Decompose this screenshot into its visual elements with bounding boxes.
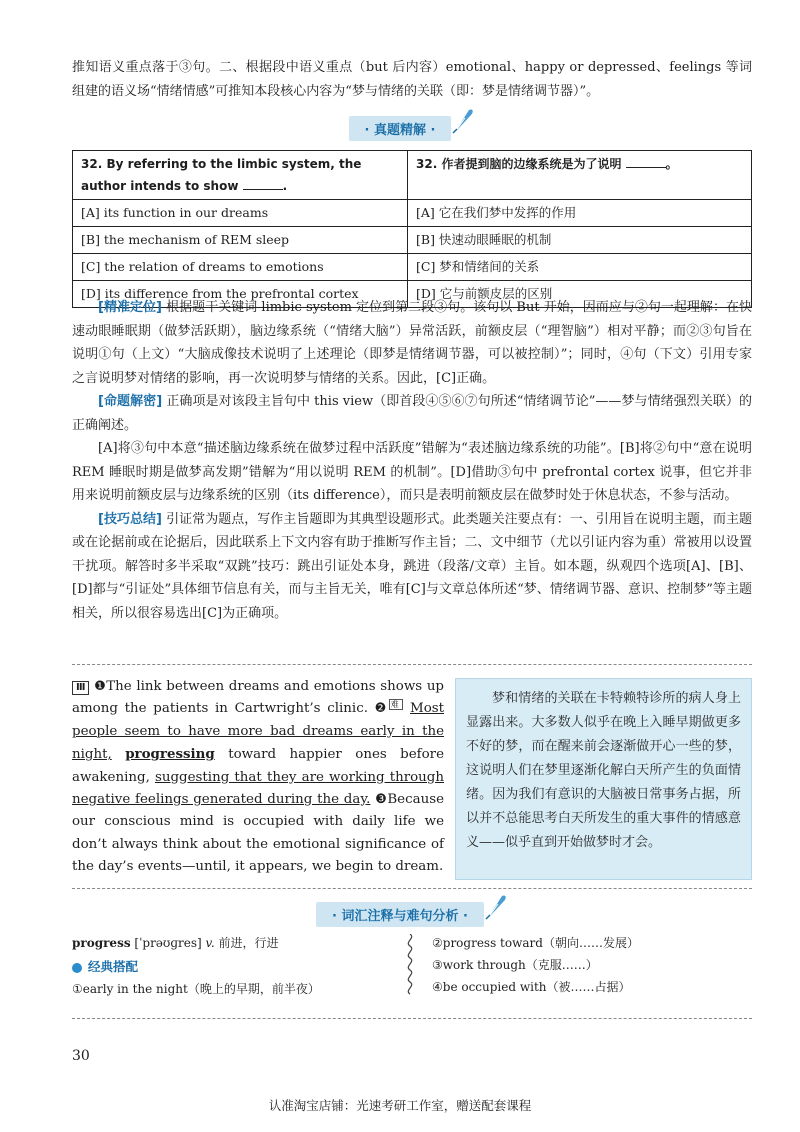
section-divider: [72, 664, 752, 665]
bullet-icon: [72, 963, 82, 973]
option-row-c: [73, 254, 752, 281]
vocab-banner: · 词汇注释与难句分析 ·: [0, 902, 800, 927]
sentence-3: Because our conscious mind is occupied with daily life we don’t always think about the emotional significance of the day’s events—until, it appears, we begin to dream.: [72, 792, 445, 875]
wrong-options-paragraph: [A]将③句中本意“描述脑边缘系统在做梦过程中活跃度”错解为“表述脑边缘系统的功能”。[B]将②句中“意在说明 REM 睡眠时期是做梦高发期”错解为“用以说明 REM 的机制”。[D]借助③句中 prefrontal cortex 说事，但它并非用来说明前额皮层与边缘系统的区别（its difference），而只是表明前额皮层在做梦时处于休息状态，不参与活动。: [72, 441, 752, 503]
answer-blank: [626, 155, 666, 168]
question-stem-zh: 32. 作者提到脑的边缘系统是为了说明 。: [408, 151, 752, 200]
word-line: [72, 932, 392, 954]
option-en: [C] the relation of dreams to emotions: [73, 254, 408, 281]
question-table: [72, 150, 752, 308]
part-of-speech: v.: [205, 936, 215, 950]
decode-tag: [命题解密]: [98, 394, 163, 409]
option-zh: [D] 它与前额皮层的区别: [408, 281, 752, 308]
footer-note: 认准淘宝店铺：光速考研工作室，赠送配套课程: [268, 1098, 532, 1113]
collocation-item: ②progress toward（朝向……发展）: [432, 936, 639, 950]
collocation-item: ④be occupied with（被……占据）: [432, 980, 631, 994]
feather-pen-icon: [451, 106, 475, 134]
vocab-entry: [72, 932, 392, 1000]
sentence-1: The link between dreams and emotions shows up among the patients in Cartwright’s clinic.: [72, 679, 445, 717]
option-en: [D] its difference from the prefrontal cortex: [73, 281, 408, 308]
collocation-list: [432, 932, 752, 998]
wavy-divider-icon: [402, 934, 418, 998]
sentence-2-part-c: suggesting that they are working through negative feelings generated during the day.: [72, 769, 444, 808]
collocation-item: ③work through（克服……）: [432, 958, 598, 972]
page-number: 30: [72, 1048, 90, 1064]
option-zh: [B] 快速动眼睡眠的机制: [408, 227, 752, 254]
vocab-banner-label: 词汇注释与难句分析: [341, 909, 459, 924]
sentence-2-keyword: progressing: [125, 746, 215, 763]
analysis-section: [72, 296, 752, 625]
passage-paragraph: Ⅲ ❶The link between dreams and emotions shows up among the patients in Cartwright’s clinic. ❷ $^难$ Most people seem to have more bad dreams early in the night, progressing toward happier ones before awakening, suggesting that they are working through negative feelings generated during the day. ❸Because our conscious mind is occupied with daily life we don’t always think about the emotional significance of the day’s events—until, it appears, we begin to dream.: [72, 679, 445, 875]
tips-paragraph: [技巧总结] 引证常为题点，写作主旨题即为其典型设题形式。此类题关注要点有：一、引用旨在说明主题，而主题或在论据前或在论据后，因此联系上下文内容有助于推断写作主旨；二、文中细节（尤以引证内容为重）常被用以设置干扰项。解答时多半采取“双跳”技巧：跳出引证处本身，跳进（段落/文章）主旨。如本题，纵观四个选项[A]、[B]、[D]都与“引证处”具体细节信息有关，而与主旨无关，唯有[C]与文章总体所述“梦、情绪调节器、意识、控制梦”等主题相关，所以很容易选出[C]为正确项。: [72, 511, 752, 621]
option-zh: [A] 它在我们梦中发挥的作用: [408, 200, 752, 227]
feather-pen-icon: [484, 892, 508, 920]
decode-paragraph: [命题解密] 正确项是对该段主旨句中 this view（即首段④⑤⑥⑦句所述“情绪调节论”——梦与情绪强烈关联）的正确阐述。: [72, 394, 752, 433]
headword: progress: [72, 936, 131, 950]
answer-blank: [243, 177, 283, 190]
paragraph-mark: Ⅲ: [72, 681, 89, 695]
collocation-item: ①early in the night（晚上的早期，前半夜）: [72, 982, 320, 996]
option-en: [B] the mechanism of REM sleep: [73, 227, 408, 254]
locate-tag: [精准定位]: [98, 300, 162, 315]
option-zh: [C] 梦和情绪间的关系: [408, 254, 752, 281]
exam-banner: · 真题精解 ·: [0, 116, 800, 141]
section-divider: [72, 1018, 752, 1019]
section-divider: [72, 888, 752, 889]
locate-paragraph: [精准定位] 根据题干关键词 limbic system 定位到第二段③句。该句以 But 开始，因而应与②句一起理解：在快速动眼睡眠期（做梦活跃期），脑边缘系统（“情绪大脑”）异常活跃，前额皮层（“理智脑”）相对平静；而②③句旨在说明①句（上文）“大脑成像技术说明了上述理论（即梦是情绪调节器，可以被控制）”；同时，④句（下文）引用专家之言说明梦对情绪的影响，再一次说明梦与情绪的关系。因此，[C]正确。: [72, 300, 752, 386]
difficult-sentence-flag: 难: [390, 699, 402, 709]
word-meaning: 前进，行进: [218, 936, 279, 950]
exam-banner-label: 真题精解: [373, 123, 426, 138]
question-stem-en: 32. By referring to the limbic system, the author intends to show .: [73, 151, 408, 200]
option-row-a: [73, 200, 752, 227]
intro-paragraph: 推知语义重点落于③句。二、根据段中语义重点（but 后内容）emotional、happy or depressed、feelings 等词组建的语义场“情绪情感”可推知本段核心内容为“梦与情绪的关联（即：梦是情绪调节器）”。: [72, 60, 752, 99]
option-row-b: [73, 227, 752, 254]
translation-box: 梦和情绪的关联在卡特赖特诊所的病人身上显露出来。大多数人似乎在晚上入睡早期做更多不好的梦，而在醒来前会逐渐做开心一些的梦，这说明人们在梦里逐渐化解白天所产生的负面情绪。因为我们有意识的大脑被日常事务占据，所以并不总能思考白天所发生的重大事件的情感意义——似乎直到开始做梦时才会。: [455, 678, 752, 880]
sentence-2-part-a: Most people seem to have more bad dreams early in the night,: [72, 701, 445, 763]
option-en: [A] its function in our dreams: [73, 200, 408, 227]
collocation-heading: 经典搭配: [72, 956, 392, 978]
sentence-2-part-b: toward happier ones before awakening,: [72, 747, 445, 785]
question-stem-row: [73, 151, 752, 200]
tips-tag: [技巧总结]: [98, 511, 162, 527]
phonetic: [ˈprəʊɡres]: [134, 936, 202, 950]
